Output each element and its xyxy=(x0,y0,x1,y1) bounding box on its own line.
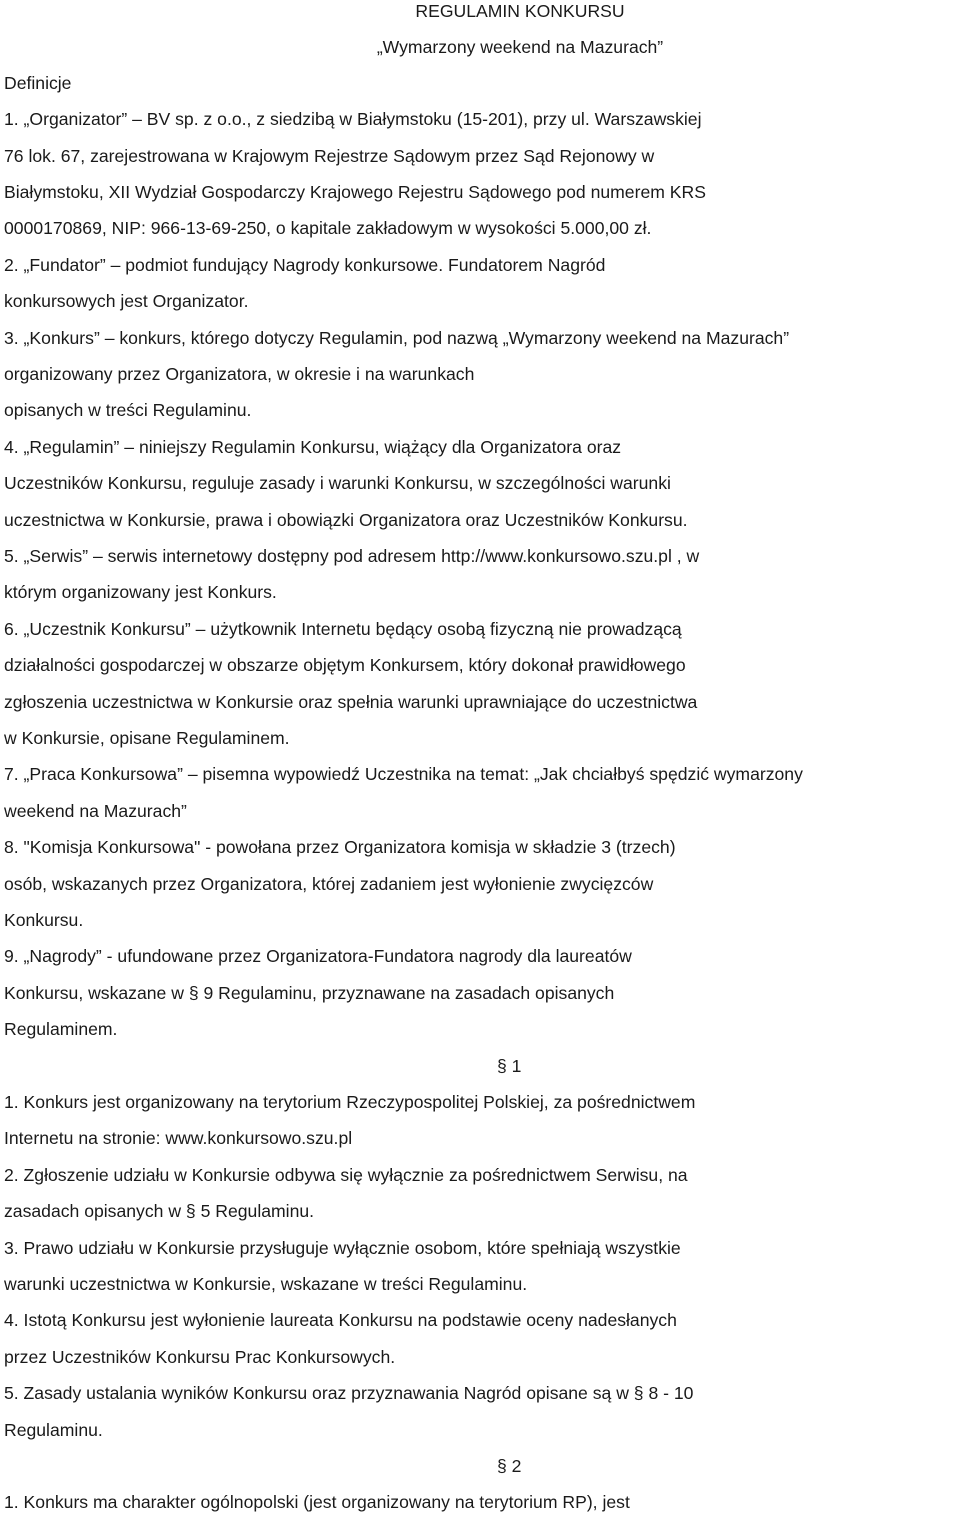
document-title: REGULAMIN KONKURSU xyxy=(415,1,625,21)
definition-line: Białymstoku, XII Wydział Gospodarczy Krajowego Rejestru Sądowego pod numerem KRS xyxy=(4,182,706,202)
section-2-heading: § 2 xyxy=(497,1456,522,1476)
definition-line: 3. „Konkurs” – konkurs, którego dotyczy Regulamin, pod nazwą „Wymarzony weekend na Mazurach” xyxy=(4,328,790,348)
definition-line: 5. „Serwis” – serwis internetowy dostępny pod adresem http://www.konkursowo.szu.pl , w xyxy=(4,546,700,566)
definition-line: Regulaminem. xyxy=(4,1019,118,1039)
definition-line: 1. „Organizator” – BV sp. z o.o., z siedzibą w Białymstoku (15-201), przy ul. Warszawskiej xyxy=(4,109,702,129)
definition-line: którym organizowany jest Konkurs. xyxy=(4,582,277,602)
section-1-line: 2. Zgłoszenie udziału w Konkursie odbywa się wyłącznie za pośrednictwem Serwisu, na xyxy=(4,1165,688,1185)
document-subtitle: „Wymarzony weekend na Mazurach” xyxy=(376,37,664,57)
definition-line: opisanych w treści Regulaminu. xyxy=(4,400,252,420)
section-1-line: 5. Zasady ustalania wyników Konkursu oraz przyznawania Nagród opisane są w § 8 - 10 xyxy=(4,1383,694,1403)
section-1-line: 4. Istotą Konkursu jest wyłonienie laureata Konkursu na podstawie oceny nadesłanych xyxy=(4,1310,677,1330)
definition-line: weekend na Mazurach” xyxy=(4,801,187,821)
definition-line: 0000170869, NIP: 966-13-69-250, o kapitale zakładowym w wysokości 5.000,00 zł. xyxy=(4,218,652,238)
definition-line: organizowany przez Organizatora, w okresie i na warunkach xyxy=(4,364,475,384)
definitions-heading: Definicje xyxy=(4,73,72,93)
section-1-line: przez Uczestników Konkursu Prac Konkursowych. xyxy=(4,1347,396,1367)
definition-line: Konkursu, wskazane w § 9 Regulaminu, przyznawane na zasadach opisanych xyxy=(4,983,615,1003)
definition-line: Uczestników Konkursu, reguluje zasady i warunki Konkursu, w szczególności warunki xyxy=(4,473,671,493)
definition-line: w Konkursie, opisane Regulaminem. xyxy=(4,728,290,748)
definition-line: Konkursu. xyxy=(4,910,84,930)
section-2-line: 1. Konkurs ma charakter ogólnopolski (jest organizowany na terytorium RP), jest xyxy=(4,1492,630,1512)
definition-line: 4. „Regulamin” – niniejszy Regulamin Konkursu, wiążący dla Organizatora oraz xyxy=(4,437,622,457)
section-1-line: Regulaminu. xyxy=(4,1420,103,1440)
definition-line: osób, wskazanych przez Organizatora, której zadaniem jest wyłonienie zwycięzców xyxy=(4,874,654,894)
definition-line: zgłoszenia uczestnictwa w Konkursie oraz spełnia warunki uprawniające do uczestnictwa xyxy=(4,692,698,712)
definition-line: 2. „Fundator” – podmiot fundujący Nagrody konkursowe. Fundatorem Nagród xyxy=(4,255,606,275)
definition-line: uczestnictwa w Konkursie, prawa i obowiązki Organizatora oraz Uczestników Konkursu. xyxy=(4,510,688,530)
section-1-line: 3. Prawo udziału w Konkursie przysługuje wyłącznie osobom, które spełniają wszystkie xyxy=(4,1238,681,1258)
section-1-line: warunki uczestnictwa w Konkursie, wskazane w treści Regulaminu. xyxy=(4,1274,528,1294)
section-1-line: zasadach opisanych w § 5 Regulaminu. xyxy=(4,1201,315,1221)
definition-line: działalności gospodarczej w obszarze objętym Konkursem, który dokonał prawidłowego xyxy=(4,655,686,675)
section-1-line: 1. Konkurs jest organizowany na terytorium Rzeczypospolitej Polskiej, za pośrednictwem xyxy=(4,1092,696,1112)
definition-line: 7. „Praca Konkursowa” – pisemna wypowiedź Uczestnika na temat: „Jak chciałbyś spędzić wymarzony xyxy=(4,764,803,784)
definition-line: 8. "Komisja Konkursowa" - powołana przez Organizatora komisja w składzie 3 (trzech) xyxy=(4,837,676,857)
definition-line: konkursowych jest Organizator. xyxy=(4,291,249,311)
definition-line: 76 lok. 67, zarejestrowana w Krajowym Rejestrze Sądowym przez Sąd Rejonowy w xyxy=(4,146,655,166)
section-1-heading: § 1 xyxy=(497,1056,522,1076)
definition-line: 9. „Nagrody” - ufundowane przez Organizatora-Fundatora nagrody dla laureatów xyxy=(4,946,632,966)
definition-line: 6. „Uczestnik Konkursu” – użytkownik Internetu będący osobą fizyczną nie prowadzącą xyxy=(4,619,682,639)
section-1-line: Internetu na stronie: www.konkursowo.szu.pl xyxy=(4,1128,353,1148)
